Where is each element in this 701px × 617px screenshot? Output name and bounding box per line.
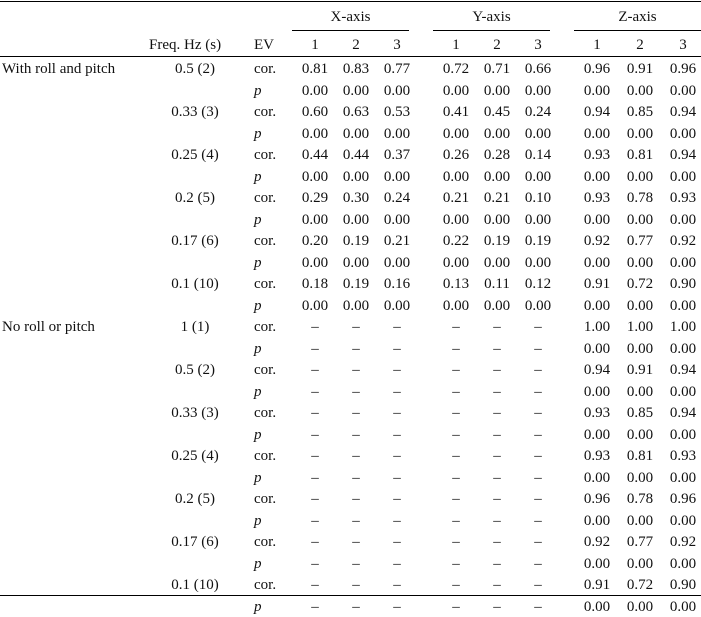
subcolumn-header: 1 bbox=[452, 37, 460, 53]
correlation-cell: – bbox=[393, 534, 401, 550]
freq-column-header: Freq. Hz (s) bbox=[149, 37, 222, 53]
correlation-cell: 0.18 bbox=[301, 276, 329, 292]
p-value-cell: – bbox=[311, 427, 319, 443]
correlation-cell: – bbox=[311, 362, 319, 378]
p-value-cell: 0.00 bbox=[383, 126, 411, 142]
z-axis-group-header: Z-axis bbox=[618, 9, 657, 25]
p-value-cell: – bbox=[352, 341, 360, 357]
p-value-cell: 0.00 bbox=[669, 384, 697, 400]
p-value-cell: – bbox=[352, 513, 360, 529]
p-value-cell: 0.00 bbox=[301, 169, 329, 185]
p-value-cell: – bbox=[311, 341, 319, 357]
group-label: With roll and pitch bbox=[2, 61, 116, 77]
correlation-cell: 0.11 bbox=[484, 276, 510, 292]
p-value-label: p bbox=[254, 298, 262, 314]
correlation-cell: – bbox=[534, 491, 542, 507]
correlation-cell: – bbox=[352, 577, 360, 593]
correlation-cell: – bbox=[352, 491, 360, 507]
correlation-cell: 0.94 bbox=[669, 405, 697, 421]
p-value-cell: 0.00 bbox=[483, 298, 511, 314]
p-value-cell: 0.00 bbox=[524, 298, 552, 314]
p-value-label: p bbox=[254, 83, 262, 99]
correlation-cell: – bbox=[352, 448, 360, 464]
correlation-cell: 0.94 bbox=[669, 104, 697, 120]
p-value-cell: – bbox=[452, 556, 460, 572]
p-value-cell: – bbox=[311, 384, 319, 400]
correlation-cell: 0.93 bbox=[669, 448, 697, 464]
correlation-cell: 0.77 bbox=[626, 233, 654, 249]
correlation-cell: – bbox=[493, 491, 501, 507]
p-value-cell: – bbox=[493, 470, 501, 486]
p-value-cell: 0.00 bbox=[669, 255, 697, 271]
frequency-cell: 0.17 (6) bbox=[171, 534, 219, 550]
p-value-cell: 0.00 bbox=[342, 126, 370, 142]
correlation-cell: 0.78 bbox=[626, 190, 654, 206]
p-value-label: p bbox=[254, 126, 262, 142]
p-value-cell: 0.00 bbox=[669, 599, 697, 615]
correlation-cell: 0.72 bbox=[626, 577, 654, 593]
correlation-cell: 0.19 bbox=[342, 233, 370, 249]
p-value-cell: 0.00 bbox=[583, 83, 611, 99]
correlation-cell: – bbox=[393, 491, 401, 507]
correlation-cell: – bbox=[352, 405, 360, 421]
correlation-cell: – bbox=[534, 362, 542, 378]
correlation-cell: 0.21 bbox=[483, 190, 511, 206]
correlation-cell: – bbox=[352, 362, 360, 378]
frequency-cell: 0.17 (6) bbox=[171, 233, 219, 249]
p-value-cell: 0.00 bbox=[669, 427, 697, 443]
correlation-cell: – bbox=[534, 319, 542, 335]
correlation-cell: 0.16 bbox=[383, 276, 411, 292]
p-value-cell: – bbox=[311, 513, 319, 529]
p-value-cell: 0.00 bbox=[583, 556, 611, 572]
p-value-cell: – bbox=[352, 384, 360, 400]
p-value-cell: 0.00 bbox=[442, 255, 470, 271]
p-value-label: p bbox=[254, 427, 262, 443]
frequency-cell: 0.1 (10) bbox=[171, 276, 219, 292]
correlation-cell: – bbox=[393, 319, 401, 335]
correlation-cell: – bbox=[493, 448, 501, 464]
p-value-cell: – bbox=[493, 427, 501, 443]
correlation-label: cor. bbox=[254, 448, 277, 464]
p-value-cell: 0.00 bbox=[383, 212, 411, 228]
frequency-cell: 0.5 (2) bbox=[175, 362, 215, 378]
x-axis-group-rule bbox=[292, 30, 409, 31]
correlation-cell: 0.91 bbox=[626, 61, 654, 77]
p-value-cell: – bbox=[393, 599, 401, 615]
p-value-cell: 0.00 bbox=[669, 169, 697, 185]
correlation-cell: 0.10 bbox=[524, 190, 552, 206]
p-value-cell: – bbox=[311, 556, 319, 572]
p-value-cell: – bbox=[534, 556, 542, 572]
p-value-cell: 0.00 bbox=[483, 169, 511, 185]
p-value-cell: 0.00 bbox=[583, 599, 611, 615]
correlation-cell: 0.24 bbox=[524, 104, 552, 120]
p-value-cell: 0.00 bbox=[342, 255, 370, 271]
correlation-cell: – bbox=[493, 362, 501, 378]
correlation-cell: 0.92 bbox=[583, 233, 611, 249]
correlation-cell: 0.81 bbox=[626, 448, 654, 464]
p-value-cell: 0.00 bbox=[583, 470, 611, 486]
p-value-cell: – bbox=[352, 470, 360, 486]
correlation-cell: 0.93 bbox=[583, 405, 611, 421]
correlation-cell: – bbox=[493, 405, 501, 421]
correlation-cell: – bbox=[534, 534, 542, 550]
group-label: No roll or pitch bbox=[2, 319, 95, 335]
correlation-cell: 0.53 bbox=[383, 104, 411, 120]
p-value-cell: 0.00 bbox=[583, 384, 611, 400]
correlation-cell: 0.94 bbox=[669, 362, 697, 378]
y-axis-group-rule bbox=[433, 30, 550, 31]
correlation-cell: 0.60 bbox=[301, 104, 329, 120]
correlation-cell: 0.92 bbox=[583, 534, 611, 550]
correlation-cell: 0.44 bbox=[342, 147, 370, 163]
correlation-cell: 0.93 bbox=[583, 147, 611, 163]
correlation-cell: 0.63 bbox=[342, 104, 370, 120]
p-value-cell: 0.00 bbox=[483, 212, 511, 228]
p-value-label: p bbox=[254, 212, 262, 228]
subcolumn-header: 2 bbox=[636, 37, 644, 53]
correlation-cell: 1.00 bbox=[583, 319, 611, 335]
p-value-cell: – bbox=[452, 599, 460, 615]
p-value-cell: – bbox=[534, 513, 542, 529]
ev-column-header: EV bbox=[254, 37, 274, 53]
correlation-cell: 0.20 bbox=[301, 233, 329, 249]
p-value-cell: 0.00 bbox=[583, 298, 611, 314]
frequency-cell: 1 (1) bbox=[180, 319, 210, 335]
correlation-cell: – bbox=[393, 405, 401, 421]
p-value-cell: 0.00 bbox=[626, 513, 654, 529]
correlation-cell: 0.22 bbox=[442, 233, 470, 249]
p-value-cell: 0.00 bbox=[583, 212, 611, 228]
correlation-cell: – bbox=[311, 405, 319, 421]
subcolumn-header: 1 bbox=[311, 37, 319, 53]
correlation-label: cor. bbox=[254, 276, 277, 292]
p-value-cell: 0.00 bbox=[442, 169, 470, 185]
correlation-cell: – bbox=[352, 319, 360, 335]
correlation-cell: – bbox=[311, 448, 319, 464]
p-value-cell: – bbox=[534, 470, 542, 486]
p-value-cell: – bbox=[352, 427, 360, 443]
p-value-cell: 0.00 bbox=[483, 83, 511, 99]
p-value-cell: 0.00 bbox=[524, 126, 552, 142]
p-value-cell: – bbox=[534, 341, 542, 357]
p-value-cell: 0.00 bbox=[626, 83, 654, 99]
p-value-cell: 0.00 bbox=[342, 298, 370, 314]
correlation-label: cor. bbox=[254, 405, 277, 421]
p-value-label: p bbox=[254, 255, 262, 271]
p-value-cell: 0.00 bbox=[626, 298, 654, 314]
correlation-cell: 0.90 bbox=[669, 577, 697, 593]
p-value-cell: – bbox=[493, 513, 501, 529]
correlation-cell: – bbox=[452, 362, 460, 378]
correlation-cell: – bbox=[311, 534, 319, 550]
p-value-cell: 0.00 bbox=[442, 298, 470, 314]
p-value-cell: 0.00 bbox=[626, 255, 654, 271]
correlation-cell: – bbox=[311, 491, 319, 507]
correlation-cell: 1.00 bbox=[626, 319, 654, 335]
p-value-label: p bbox=[254, 169, 262, 185]
p-value-cell: 0.00 bbox=[669, 298, 697, 314]
p-value-cell: – bbox=[452, 341, 460, 357]
frequency-cell: 0.5 (2) bbox=[175, 61, 215, 77]
p-value-cell: – bbox=[452, 427, 460, 443]
correlation-cell: 0.14 bbox=[524, 147, 552, 163]
p-value-cell: 0.00 bbox=[626, 384, 654, 400]
p-value-cell: – bbox=[393, 556, 401, 572]
p-value-cell: 0.00 bbox=[301, 212, 329, 228]
p-value-cell: 0.00 bbox=[626, 556, 654, 572]
subcolumn-header: 1 bbox=[593, 37, 601, 53]
correlation-cell: 0.13 bbox=[442, 276, 470, 292]
p-value-cell: 0.00 bbox=[301, 298, 329, 314]
correlation-cell: – bbox=[452, 448, 460, 464]
frequency-cell: 0.2 (5) bbox=[175, 190, 215, 206]
correlation-cell: 0.19 bbox=[524, 233, 552, 249]
p-value-cell: 0.00 bbox=[383, 83, 411, 99]
p-value-cell: 0.00 bbox=[669, 212, 697, 228]
correlation-cell: 0.45 bbox=[483, 104, 511, 120]
p-value-cell: – bbox=[393, 384, 401, 400]
correlation-cell: 0.96 bbox=[583, 491, 611, 507]
correlation-label: cor. bbox=[254, 190, 277, 206]
correlation-cell: – bbox=[393, 577, 401, 593]
p-value-cell: 0.00 bbox=[626, 341, 654, 357]
p-value-cell: – bbox=[352, 556, 360, 572]
correlation-cell: 1.00 bbox=[669, 319, 697, 335]
subcolumn-header: 2 bbox=[352, 37, 360, 53]
correlation-cell: 0.41 bbox=[442, 104, 470, 120]
p-value-cell: 0.00 bbox=[583, 427, 611, 443]
correlation-label: cor. bbox=[254, 534, 277, 550]
correlation-cell: 0.85 bbox=[626, 104, 654, 120]
correlation-cell: 0.94 bbox=[669, 147, 697, 163]
p-value-cell: 0.00 bbox=[301, 255, 329, 271]
correlation-label: cor. bbox=[254, 362, 277, 378]
correlation-cell: 0.77 bbox=[383, 61, 411, 77]
correlation-label: cor. bbox=[254, 104, 277, 120]
p-value-cell: – bbox=[452, 384, 460, 400]
p-value-cell: 0.00 bbox=[669, 556, 697, 572]
correlation-cell: 0.83 bbox=[342, 61, 370, 77]
p-value-cell: 0.00 bbox=[669, 470, 697, 486]
p-value-cell: – bbox=[493, 341, 501, 357]
p-value-cell: 0.00 bbox=[383, 298, 411, 314]
subcolumn-header: 3 bbox=[393, 37, 401, 53]
correlation-label: cor. bbox=[254, 233, 277, 249]
p-value-cell: – bbox=[393, 427, 401, 443]
z-axis-group-rule bbox=[574, 30, 701, 31]
correlation-cell: – bbox=[452, 319, 460, 335]
correlation-cell: – bbox=[311, 319, 319, 335]
frequency-cell: 0.2 (5) bbox=[175, 491, 215, 507]
correlation-cell: 0.37 bbox=[383, 147, 411, 163]
correlation-cell: 0.92 bbox=[669, 233, 697, 249]
p-value-cell: – bbox=[393, 513, 401, 529]
correlation-cell: 0.94 bbox=[583, 104, 611, 120]
p-value-cell: 0.00 bbox=[524, 169, 552, 185]
p-value-cell: 0.00 bbox=[583, 341, 611, 357]
p-value-cell: 0.00 bbox=[483, 255, 511, 271]
correlation-cell: 0.96 bbox=[669, 491, 697, 507]
correlation-cell: – bbox=[534, 448, 542, 464]
correlation-cell: 0.21 bbox=[442, 190, 470, 206]
p-value-cell: 0.00 bbox=[301, 83, 329, 99]
correlation-cell: – bbox=[393, 448, 401, 464]
p-value-cell: 0.00 bbox=[442, 126, 470, 142]
correlation-cell: 0.19 bbox=[483, 233, 511, 249]
correlation-cell: – bbox=[452, 491, 460, 507]
correlation-cell: 0.93 bbox=[583, 190, 611, 206]
correlation-label: cor. bbox=[254, 577, 277, 593]
p-value-cell: 0.00 bbox=[669, 83, 697, 99]
p-value-cell: – bbox=[534, 427, 542, 443]
correlation-cell: 0.77 bbox=[626, 534, 654, 550]
correlation-cell: 0.71 bbox=[483, 61, 511, 77]
p-value-cell: – bbox=[393, 341, 401, 357]
y-axis-group-header: Y-axis bbox=[472, 9, 511, 25]
p-value-cell: 0.00 bbox=[383, 169, 411, 185]
correlation-cell: 0.91 bbox=[583, 577, 611, 593]
p-value-cell: – bbox=[493, 556, 501, 572]
p-value-label: p bbox=[254, 513, 262, 529]
subcolumn-header: 3 bbox=[679, 37, 687, 53]
p-value-cell: 0.00 bbox=[669, 513, 697, 529]
correlation-cell: 0.90 bbox=[669, 276, 697, 292]
correlation-cell: 0.66 bbox=[524, 61, 552, 77]
x-axis-group-header: X-axis bbox=[330, 9, 371, 25]
header-bottom-rule bbox=[0, 56, 701, 57]
p-value-cell: 0.00 bbox=[342, 212, 370, 228]
p-value-label: p bbox=[254, 384, 262, 400]
p-value-cell: – bbox=[452, 470, 460, 486]
p-value-cell: – bbox=[311, 599, 319, 615]
correlation-cell: – bbox=[493, 319, 501, 335]
p-value-cell: 0.00 bbox=[524, 255, 552, 271]
p-value-cell: – bbox=[393, 470, 401, 486]
correlation-cell: 0.26 bbox=[442, 147, 470, 163]
correlation-cell: – bbox=[493, 534, 501, 550]
p-value-cell: 0.00 bbox=[669, 341, 697, 357]
frequency-cell: 0.25 (4) bbox=[171, 147, 219, 163]
frequency-cell: 0.1 (10) bbox=[171, 577, 219, 593]
correlation-cell: 0.78 bbox=[626, 491, 654, 507]
p-value-cell: 0.00 bbox=[342, 169, 370, 185]
p-value-cell: 0.00 bbox=[626, 126, 654, 142]
correlation-cell: 0.92 bbox=[669, 534, 697, 550]
p-value-cell: – bbox=[534, 384, 542, 400]
correlation-cell: 0.24 bbox=[383, 190, 411, 206]
correlation-label: cor. bbox=[254, 61, 277, 77]
p-value-cell: 0.00 bbox=[583, 126, 611, 142]
p-value-label: p bbox=[254, 556, 262, 572]
p-value-label: p bbox=[254, 470, 262, 486]
p-value-cell: 0.00 bbox=[383, 255, 411, 271]
p-value-label: p bbox=[254, 599, 262, 615]
p-value-cell: 0.00 bbox=[626, 427, 654, 443]
table-top-rule bbox=[0, 1, 701, 2]
correlation-cell: 0.29 bbox=[301, 190, 329, 206]
correlation-cell: – bbox=[534, 405, 542, 421]
p-value-cell: – bbox=[534, 599, 542, 615]
correlation-cell: 0.96 bbox=[583, 61, 611, 77]
p-value-cell: – bbox=[493, 384, 501, 400]
p-value-cell: 0.00 bbox=[583, 255, 611, 271]
correlation-cell: 0.72 bbox=[442, 61, 470, 77]
correlation-cell: 0.81 bbox=[626, 147, 654, 163]
correlation-cell: – bbox=[493, 577, 501, 593]
correlation-label: cor. bbox=[254, 147, 277, 163]
p-value-cell: 0.00 bbox=[483, 126, 511, 142]
p-value-cell: 0.00 bbox=[583, 513, 611, 529]
p-value-cell: 0.00 bbox=[669, 126, 697, 142]
correlation-cell: – bbox=[534, 577, 542, 593]
correlation-cell: 0.85 bbox=[626, 405, 654, 421]
p-value-cell: – bbox=[452, 513, 460, 529]
correlation-cell: 0.94 bbox=[583, 362, 611, 378]
p-value-cell: – bbox=[311, 470, 319, 486]
correlation-cell: 0.30 bbox=[342, 190, 370, 206]
correlation-cell: – bbox=[452, 405, 460, 421]
correlation-cell: 0.28 bbox=[483, 147, 511, 163]
correlation-cell: 0.12 bbox=[524, 276, 552, 292]
p-value-cell: 0.00 bbox=[301, 126, 329, 142]
correlation-cell: – bbox=[352, 534, 360, 550]
correlation-cell: – bbox=[311, 577, 319, 593]
p-value-cell: 0.00 bbox=[626, 212, 654, 228]
correlation-cell: – bbox=[393, 362, 401, 378]
correlation-label: cor. bbox=[254, 491, 277, 507]
p-value-cell: 0.00 bbox=[524, 212, 552, 228]
correlation-cell: 0.91 bbox=[626, 362, 654, 378]
table-bottom-rule bbox=[0, 595, 701, 596]
correlation-cell: 0.91 bbox=[583, 276, 611, 292]
p-value-cell: 0.00 bbox=[626, 470, 654, 486]
correlation-cell: 0.72 bbox=[626, 276, 654, 292]
correlation-cell: 0.19 bbox=[342, 276, 370, 292]
p-value-cell: 0.00 bbox=[342, 83, 370, 99]
p-value-label: p bbox=[254, 341, 262, 357]
correlation-cell: – bbox=[452, 577, 460, 593]
p-value-cell: 0.00 bbox=[524, 83, 552, 99]
p-value-cell: 0.00 bbox=[442, 83, 470, 99]
p-value-cell: – bbox=[493, 599, 501, 615]
correlation-cell: 0.21 bbox=[383, 233, 411, 249]
correlation-cell: 0.93 bbox=[669, 190, 697, 206]
correlation-cell: 0.81 bbox=[301, 61, 329, 77]
subcolumn-header: 3 bbox=[534, 37, 542, 53]
frequency-cell: 0.33 (3) bbox=[171, 104, 219, 120]
correlation-cell: 0.96 bbox=[669, 61, 697, 77]
p-value-cell: 0.00 bbox=[626, 169, 654, 185]
p-value-cell: 0.00 bbox=[442, 212, 470, 228]
p-value-cell: 0.00 bbox=[626, 599, 654, 615]
p-value-cell: – bbox=[352, 599, 360, 615]
correlation-cell: 0.93 bbox=[583, 448, 611, 464]
correlation-cell: – bbox=[452, 534, 460, 550]
frequency-cell: 0.33 (3) bbox=[171, 405, 219, 421]
correlation-cell: 0.44 bbox=[301, 147, 329, 163]
correlation-label: cor. bbox=[254, 319, 277, 335]
frequency-cell: 0.25 (4) bbox=[171, 448, 219, 464]
subcolumn-header: 2 bbox=[493, 37, 501, 53]
p-value-cell: 0.00 bbox=[583, 169, 611, 185]
